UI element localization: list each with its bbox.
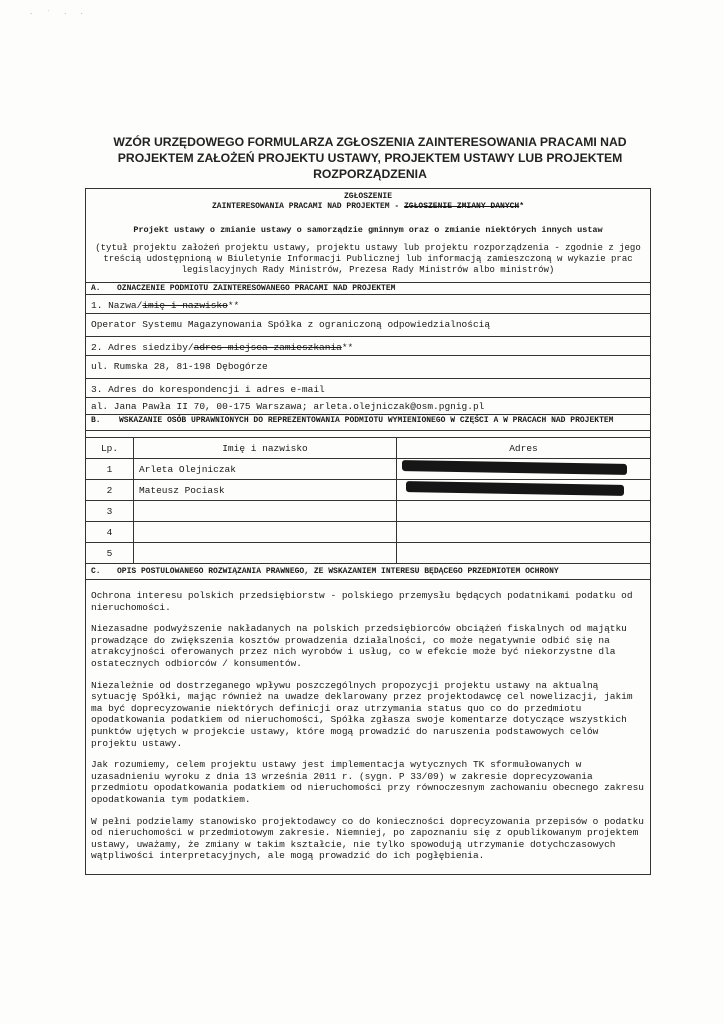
row-address: [397, 459, 651, 480]
column-header-address: Adres: [397, 438, 651, 459]
form-header-subtitle: ZAINTERESOWANIA PRACAMI NAD PROJEKTEM - ZGŁOSZENIE ZMIANY DANYCH*: [211, 202, 525, 211]
row-address: [397, 480, 651, 501]
table-row: [86, 501, 650, 522]
table-row: [86, 522, 650, 543]
table-header-row: [86, 438, 650, 459]
row-name: [134, 543, 397, 564]
form-header-title: ZGŁOSZENIE: [343, 192, 392, 201]
paragraph: Niezależnie od dostrzeganego wpływu poszczególnych propozycji projektu ustawy na aktualną sytuację Spółki, mając również na uwadze deklarowany przez projektodawcę cel nowelizacji, jakim ma być doprecyzowanie niektórych definicji oraz utrzymania status quo co do przedmiotu opodatkowania podatkiem od nieruchomości, Spółka zgłasza swoje komentarze dotyczące wszystkich punktów ujętych w projekcie ustawy, które mogą prowadzić do naruszenia podstawowych celów projektu ustawy.: [91, 679, 633, 749]
section-letter: A.: [91, 284, 101, 293]
row-lp: 3: [86, 501, 134, 522]
field-name-value: Operator Systemu Magazynowania Spółka z ograniczoną odpowiedzialnością: [86, 314, 650, 337]
row-address: [397, 522, 651, 543]
section-c-heading: [86, 564, 650, 580]
section-letter: B.: [91, 416, 101, 425]
row-address: [397, 543, 651, 564]
table-row: [86, 480, 650, 501]
paragraph: Jak rozumiemy, celem projektu ustawy jest implementacja wytycznych TK sformułowanych w uzasadnieniu wyroku z dnia 13 września 2011 r. (sygn. P 33/09) w zakresie doprecyzowania przedmiotu opodatkowania podatkiem od nieruchomości przy równoczesnym zachowaniu obecnego zakresu opodatkowania tym podatkiem.: [91, 759, 644, 805]
redaction-mark: [402, 460, 627, 475]
document-title: [80, 134, 660, 182]
application-form: [85, 188, 651, 875]
redaction-mark: [406, 481, 624, 496]
project-title: Projekt ustawy o zmianie ustawy o samorządzie gminnym oraz o zmianie niektórych innych ustaw: [133, 225, 603, 235]
field-address-value: ul. Rumska 28, 81-198 Dębogórze: [86, 356, 650, 379]
struck-text: ZGŁOSZENIE ZMIANY DANYCH: [404, 202, 520, 211]
field-correspondence-value: al. Jana Pawła II 70, 00-175 Warszawa; arleta.olejniczak@osm.pgnig.pl: [86, 398, 650, 415]
field-address-label: 2. Adres siedziby/adres miejsca zamieszkania**: [86, 337, 650, 356]
section-title: OZNACZENIE PODMIOTU ZAINTERESOWANEGO PRACAMI NAD PROJEKTEM: [117, 284, 396, 293]
title-line: ROZPORZĄDZENIA: [313, 167, 427, 181]
section-b-heading: [86, 415, 650, 431]
title-line: WZÓR URZĘDOWEGO FORMULARZA ZGŁOSZENIA ZAINTERESOWANIA PRACAMI NAD: [113, 135, 627, 149]
row-name: [134, 501, 397, 522]
struck-text: adres miejsca zamieszkania: [193, 342, 342, 353]
representatives-table-wrap: [86, 437, 650, 564]
paragraph: Ochrona interesu polskich przedsiębiorstw - polskiego przemysłu będących podatnikami podatku od nieruchomości.: [91, 590, 633, 613]
section-a-heading: [86, 283, 650, 295]
column-header-lp: Lp.: [86, 438, 134, 459]
row-lp: 5: [86, 543, 134, 564]
section-letter: C.: [91, 567, 101, 576]
row-name: Arleta Olejniczak: [134, 459, 397, 480]
row-name: Mateusz Pociask: [134, 480, 397, 501]
section-title: WSKAZANIE OSÓB UPRAWNIONYCH DO REPREZENTOWANIA PODMIOTU WYMIENIONEGO W CZĘŚCI A W PRACACH NAD PROJEKTEM: [119, 416, 614, 425]
row-lp: 4: [86, 522, 134, 543]
section-title: OPIS POSTULOWANEGO ROZWIĄZANIA PRAWNEGO, ZE WSKAZANIEM INTERESU BĘDĄCEGO PRZEDMIOTEM OCHRONY: [117, 567, 559, 576]
title-line: PROJEKTEM ZAŁOŻEŃ PROJEKTU USTAWY, PROJEKTEM USTAWY LUB PROJEKTEM: [117, 151, 623, 165]
row-address: [397, 501, 651, 522]
representatives-table: [86, 438, 650, 563]
row-name: [134, 522, 397, 543]
table-row: [86, 543, 650, 564]
table-row: [86, 459, 650, 480]
section-c-body: [86, 580, 650, 874]
field-name-label: 1. Nazwa/imię i nazwisko**: [86, 295, 650, 314]
project-title-note: (tytuł projektu założeń projektu ustawy, projektu ustawy lub projektu rozporządzenia - zgodnie z jego treścią udostępnioną w Biuletynie Informacji Publicznej lub informacją zamieszczoną w wykazie prac legislacyjnych Rady Ministrów, Prezesa Rady Ministrów albo ministrów): [95, 243, 641, 275]
row-lp: 1: [86, 459, 134, 480]
row-lp: 2: [86, 480, 134, 501]
paragraph: Niezasadne podwyższenie nakładanych na polskich przedsiębiorców obciążeń fiskalnych od majątku prowadzące do zwiększenia kosztów prowadzenia działalności, co może negatywnie odbić się na atrakcyjności oferowanych przez nich wyrobów i usług, co w efekcie może być niekorzystne dla ostatecznych odbiorców / konsumentów.: [91, 623, 627, 669]
field-correspondence-label: 3. Adres do korespondencji i adres e-mail: [86, 379, 650, 398]
scan-artifact: · ˙ · ·: [30, 10, 89, 18]
paragraph: W pełni podzielamy stanowisko projektodawcy co do konieczności doprecyzowania przepisów o podatku od nieruchomości w przedmiotowym zakresie. Niemniej, po zapoznaniu się z opublikowanym projektem ustawy, uważamy, że zmiany w takim kształcie, nie tylko spowodują utrzymanie dotychczasowych wątpliwości interpretacyjnych, ale mogą prowadzić do ich pogłębienia.: [91, 815, 644, 862]
struck-text: imię i nazwisko: [142, 300, 228, 311]
column-header-name: Imię i nazwisko: [134, 438, 397, 459]
form-header: [86, 189, 650, 283]
